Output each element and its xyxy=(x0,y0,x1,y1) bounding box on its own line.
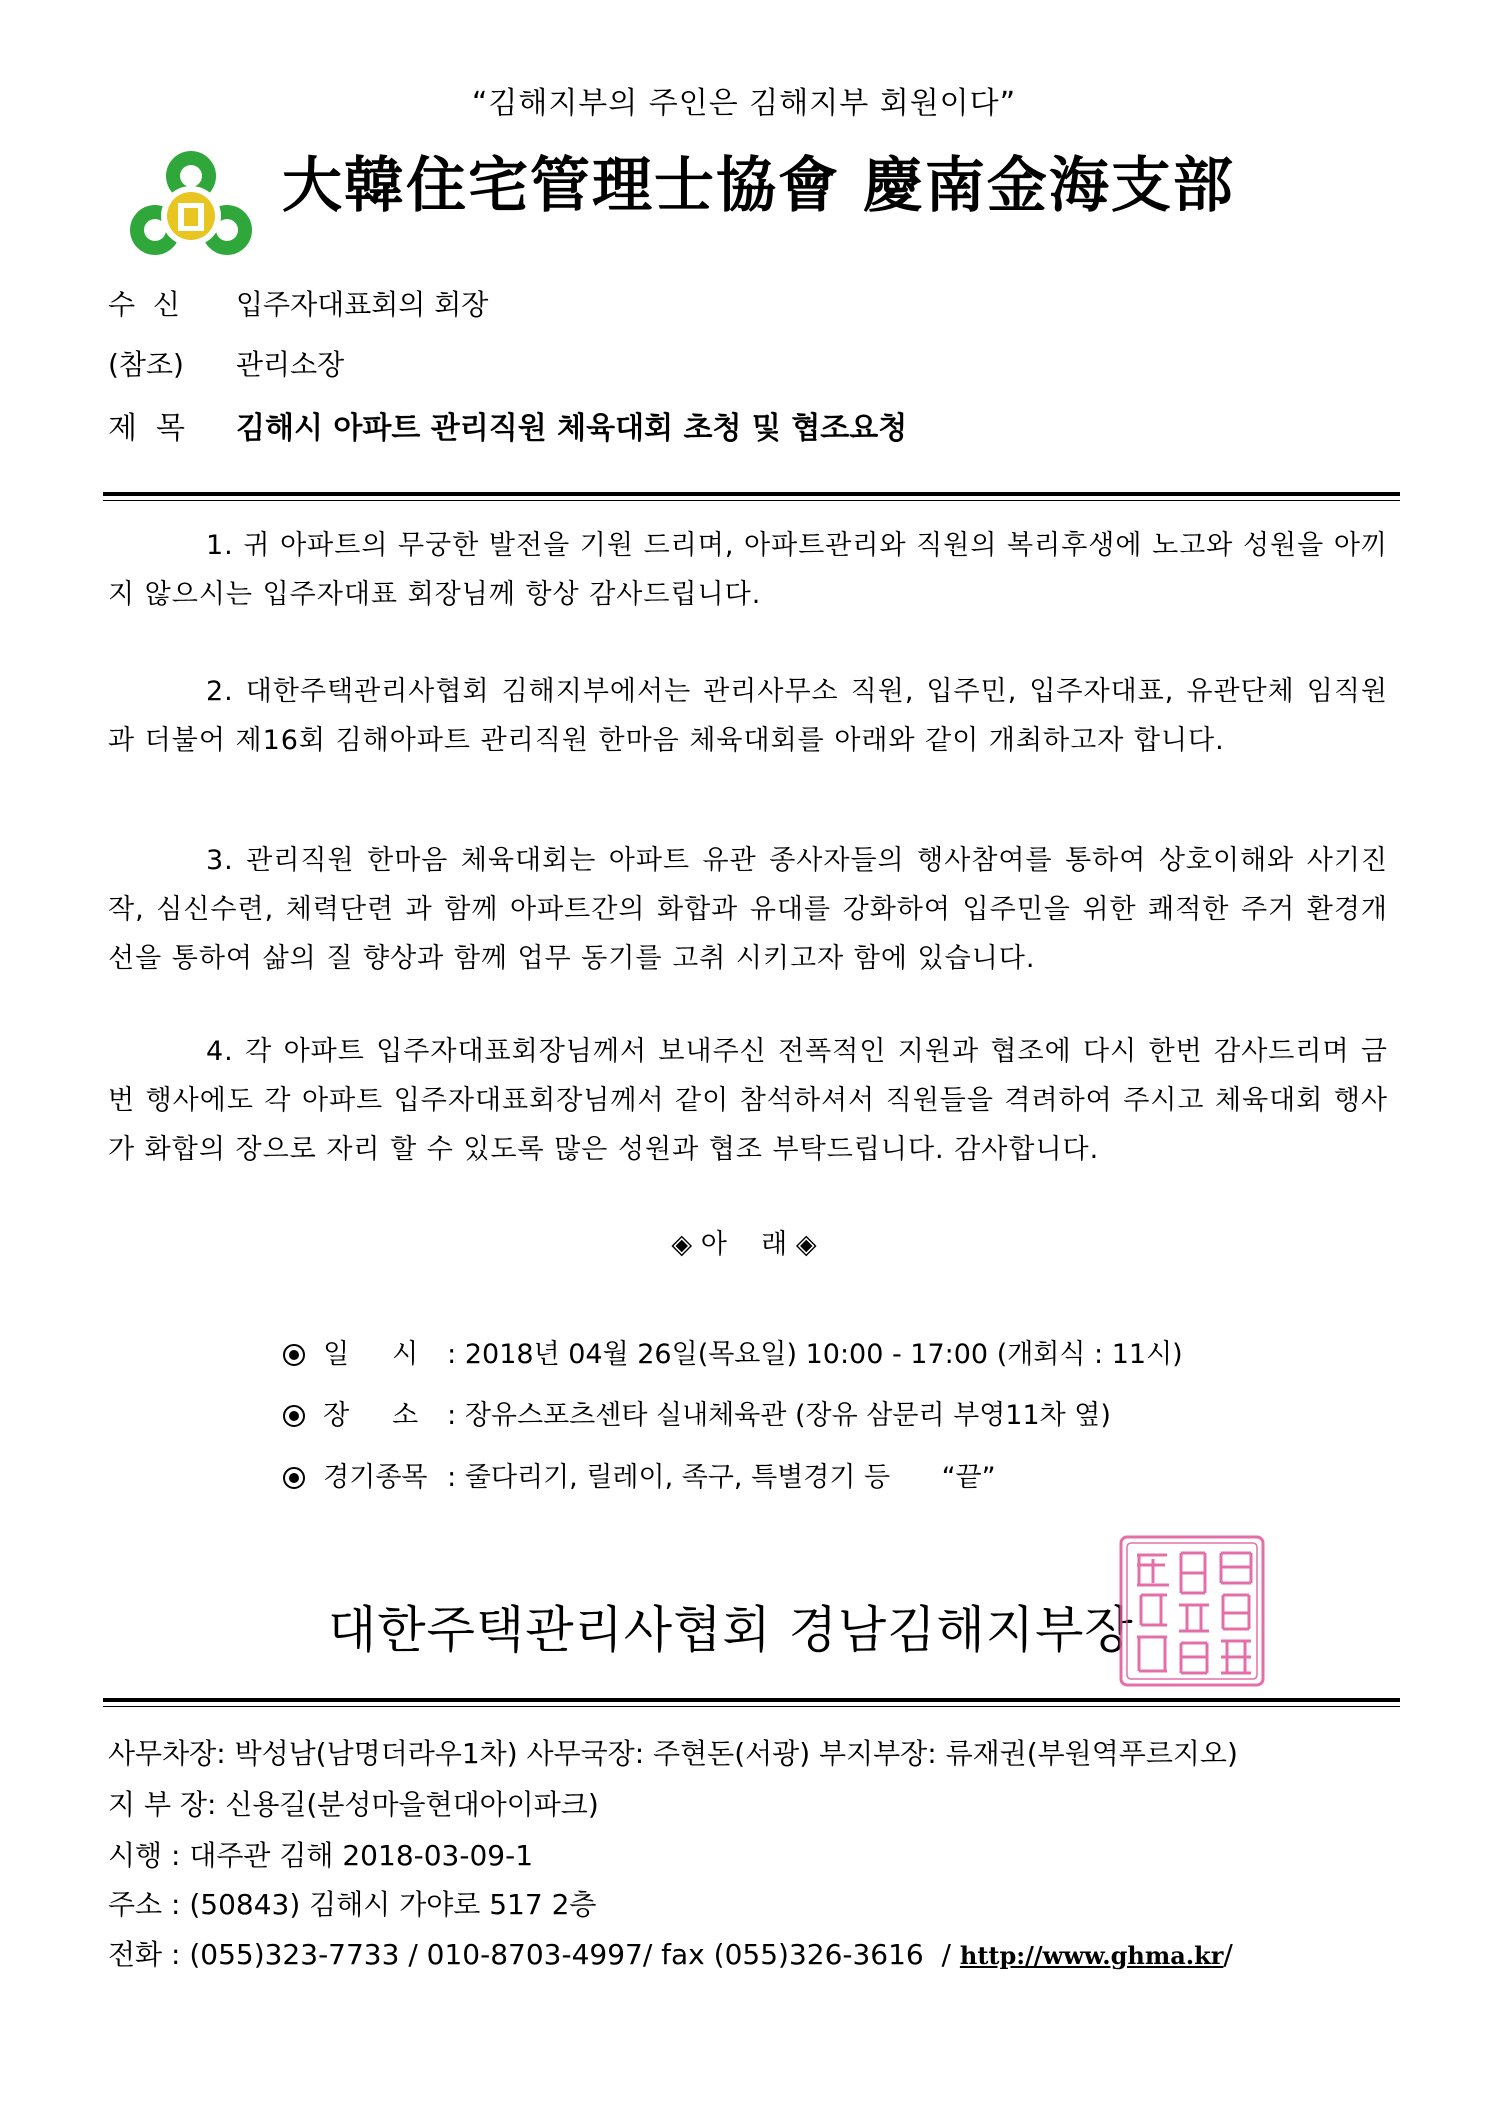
recipient-row xyxy=(108,283,488,323)
recipient: 입주자대표회의 회장 xyxy=(236,288,489,321)
official-seal-stamp xyxy=(1117,1533,1267,1689)
website-link[interactable]: http://www.ghma.kr xyxy=(959,1941,1224,1970)
footer-officers: 사무차장: 박성남(남명더라우1차) 사무국장: 주현돈(서광) 부지부장: 류재권(부원역푸르지오) xyxy=(108,1737,1238,1770)
cc: 관리소장 xyxy=(236,348,345,381)
detail-label: 일 시 xyxy=(323,1339,419,1370)
footer-divider-thin xyxy=(103,1706,1400,1707)
cc-label: (참조) xyxy=(108,348,184,381)
paragraph-1: 1. 귀 아파트의 무궁한 발전을 기원 드리며, 아파트관리와 직원의 복리후생에 노고와 성원을 아끼지 않으시는 입주자대표 회장님께 항상 감사드립니다. xyxy=(108,530,1388,610)
footer-doc-number: 시행 : 대주관 김해 2018-03-09-1 xyxy=(108,1839,534,1872)
paragraph-4: 4. 각 아파트 입주자대표회장님께서 보내주신 전폭적인 지원과 협조에 다시 한번 감사드리며 금 번 행사에도 각 아파트 입주자대표회장님께서 같이 참석하셔서 직원들을 격려하여 주시고 체육대회 행사가 화합의 장으로 자리 할 수 있도록 많은 성원과 협조 부탁드립니다. 감사합니다. xyxy=(108,1036,1388,1165)
footer-divider xyxy=(103,1698,1400,1702)
website-trail: / xyxy=(1223,1938,1233,1971)
detail-label: 경기종목 xyxy=(323,1462,428,1493)
details-heading: ◈ 아 래 ◈ xyxy=(671,1229,817,1260)
header-divider xyxy=(103,492,1400,496)
detail-label: 장 소 xyxy=(323,1400,419,1431)
detail-date xyxy=(266,1301,1183,1371)
footer-address: 주소 : (50843) 김해시 가야로 517 2층 xyxy=(108,1888,597,1921)
subject-row xyxy=(108,403,907,447)
detail-venue xyxy=(266,1362,1111,1432)
association-emblem-icon xyxy=(128,148,254,264)
organization-title: 大韓住宅管理士協會 慶南金海支部 xyxy=(282,151,1235,221)
detail-events xyxy=(266,1424,996,1494)
radio-bullet-icon xyxy=(283,1467,305,1489)
footer-branch-head: 지 부 장: 신용길(분성마을현대아이파크) xyxy=(108,1788,599,1821)
detail-value: : 2018년 04월 26일(목요일) 10:00 - 17:00 (개회식 : 11시) xyxy=(447,1339,1183,1370)
detail-value: : 장유스포츠센타 실내체육관 (장유 삼문리 부영11차 옆) xyxy=(447,1400,1111,1431)
signer-title: 대한주택관리사협회 경남김해지부장 xyxy=(328,1601,1134,1659)
subject-label: 제 목 xyxy=(108,411,186,446)
detail-value: : 줄다리기, 릴레이, 족구, 특별경기 등 “끝” xyxy=(447,1462,996,1493)
cc-row xyxy=(108,343,344,383)
recipient-label: 수 신 xyxy=(108,288,180,321)
paragraph-2: 2. 대한주택관리사협회 김해지부에서는 관리사무소 직원, 입주민, 입주자대표, 유관단체 임직원과 더불어 제16회 김해아파트 관리직원 한마음 체육대회를 아래와 같이 개최하고자 합니다. xyxy=(108,676,1388,756)
paragraph-3: 3. 관리직원 한마음 체육대회는 아파트 유관 종사자들의 행사참여를 통하여 상호이해와 사기진작, 심신수련, 체력단련 과 함께 아파트간의 화합과 유대를 강화하여 입주민을 위한 쾌적한 주거 환경개선을 통하여 삶의 질 향상과 함께 업무 동기를 고취 시키고자 함에 있습니다. xyxy=(108,845,1388,974)
footer-contact xyxy=(108,1933,1233,1973)
header-divider-thin xyxy=(103,500,1400,501)
motto: “김해지부의 주인은 김해지부 회원이다” xyxy=(471,86,1017,121)
footer-phone: 전화 : (055)323-7733 / 010-8703-4997/ fax (055)326-3616 / xyxy=(108,1938,960,1971)
subject: 김해시 아파트 관리직원 체육대회 초청 및 협조요청 xyxy=(236,411,908,446)
